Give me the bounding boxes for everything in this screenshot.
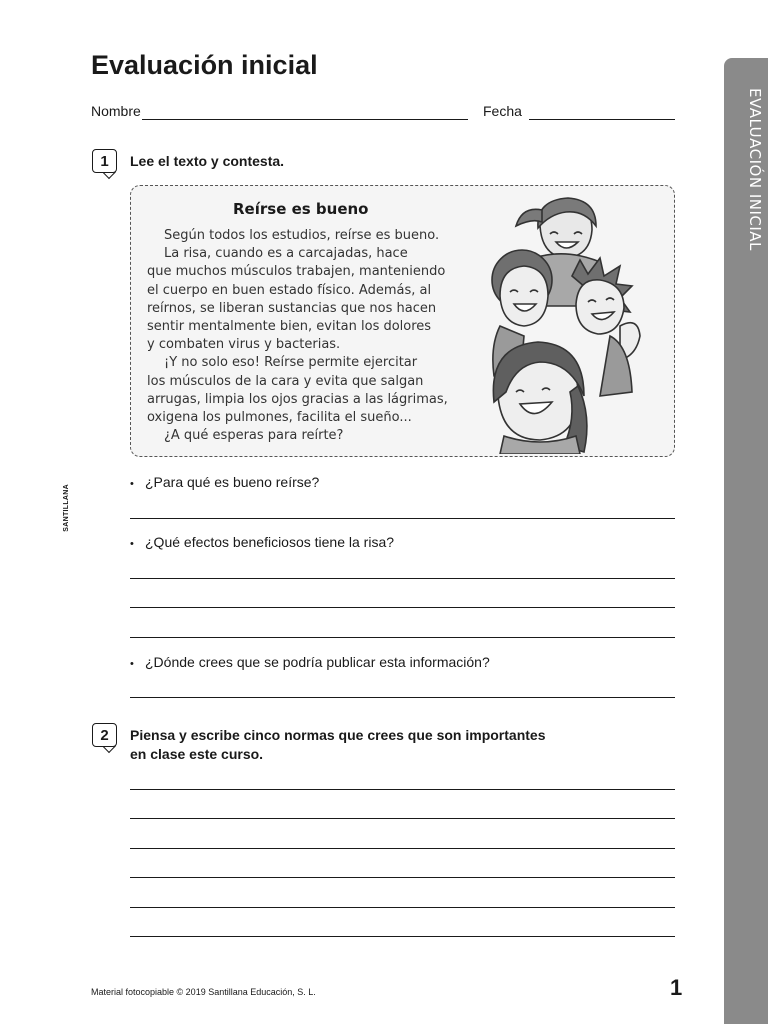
laughing-children-illustration: [480, 196, 650, 454]
exercise-2-instruction: [130, 726, 546, 764]
reading-text: [147, 227, 477, 445]
bullet-icon: •: [130, 658, 134, 670]
date-label: Fecha: [483, 103, 522, 119]
bullet-icon: •: [130, 538, 134, 550]
reading-line: Según todos los estudios, reírse es bueno.: [164, 228, 440, 243]
exercise-1-instruction: Lee el texto y contesta.: [130, 153, 285, 169]
reading-line: el cuerpo en buen estado físico. Además, al: [147, 282, 432, 298]
answer-line[interactable]: [130, 907, 675, 908]
question-3: [130, 654, 490, 670]
answer-line[interactable]: [130, 877, 675, 878]
reading-line: y combaten virus y bacterias.: [147, 337, 341, 353]
name-label: Nombre: [91, 103, 141, 119]
exercise-2-badge: 2: [92, 723, 117, 747]
question-1: [130, 474, 319, 490]
exercise-2-instruction-line: Piensa y escribe cinco normas que crees que son importantes: [130, 727, 546, 743]
answer-line[interactable]: [130, 936, 675, 937]
page-title: Evaluación inicial: [91, 50, 318, 80]
date-field-line[interactable]: [529, 119, 675, 120]
answer-line[interactable]: [130, 848, 675, 849]
name-field-line[interactable]: [142, 119, 468, 120]
reading-line: ¿A qué esperas para reírte?: [164, 428, 344, 444]
answer-line[interactable]: [130, 518, 675, 519]
answer-line[interactable]: [130, 789, 675, 790]
answer-line[interactable]: [130, 578, 675, 579]
exercise-1-badge: 1: [92, 149, 117, 173]
reading-line: los músculos de la cara y evita que salgan: [147, 373, 424, 389]
answer-line[interactable]: [130, 697, 675, 698]
bullet-icon: •: [130, 478, 134, 490]
reading-line: sentir mentalmente bien, evitan los dolores: [147, 319, 432, 335]
answer-line[interactable]: [130, 818, 675, 819]
publisher-vertical-label: SANTILLANA: [63, 484, 70, 532]
reading-line: La risa, cuando es a carcajadas, hace: [164, 246, 408, 262]
reading-title: Reírse es bueno: [233, 200, 369, 218]
answer-line[interactable]: [130, 607, 675, 608]
answer-line[interactable]: [130, 637, 675, 638]
question-2-text: ¿Qué efectos beneficiosos tiene la risa?: [145, 534, 395, 550]
reading-line: ¡Y no solo eso! Reírse permite ejercitar: [164, 355, 418, 371]
side-tab-label: EVALUACIÓN INICIAL: [746, 88, 764, 251]
exercise-2-instruction-line: en clase este curso.: [130, 746, 264, 762]
reading-line: reírnos, se liberan sustancias que nos hacen: [147, 300, 437, 316]
page-number: 1: [670, 975, 683, 1000]
reading-line: oxigena los pulmones, facilita el sueño...: [147, 410, 412, 426]
reading-line: arrugas, limpia los ojos gracias a las lágrimas,: [147, 391, 448, 407]
footer-copyright: Material fotocopiable © 2019 Santillana Educación, S. L.: [91, 987, 316, 997]
reading-line: que muchos músculos trabajen, manteniendo: [147, 264, 446, 280]
question-3-text: ¿Dónde crees que se podría publicar esta información?: [145, 654, 490, 670]
question-2: [130, 534, 394, 550]
question-1-text: ¿Para qué es bueno reírse?: [145, 474, 320, 490]
